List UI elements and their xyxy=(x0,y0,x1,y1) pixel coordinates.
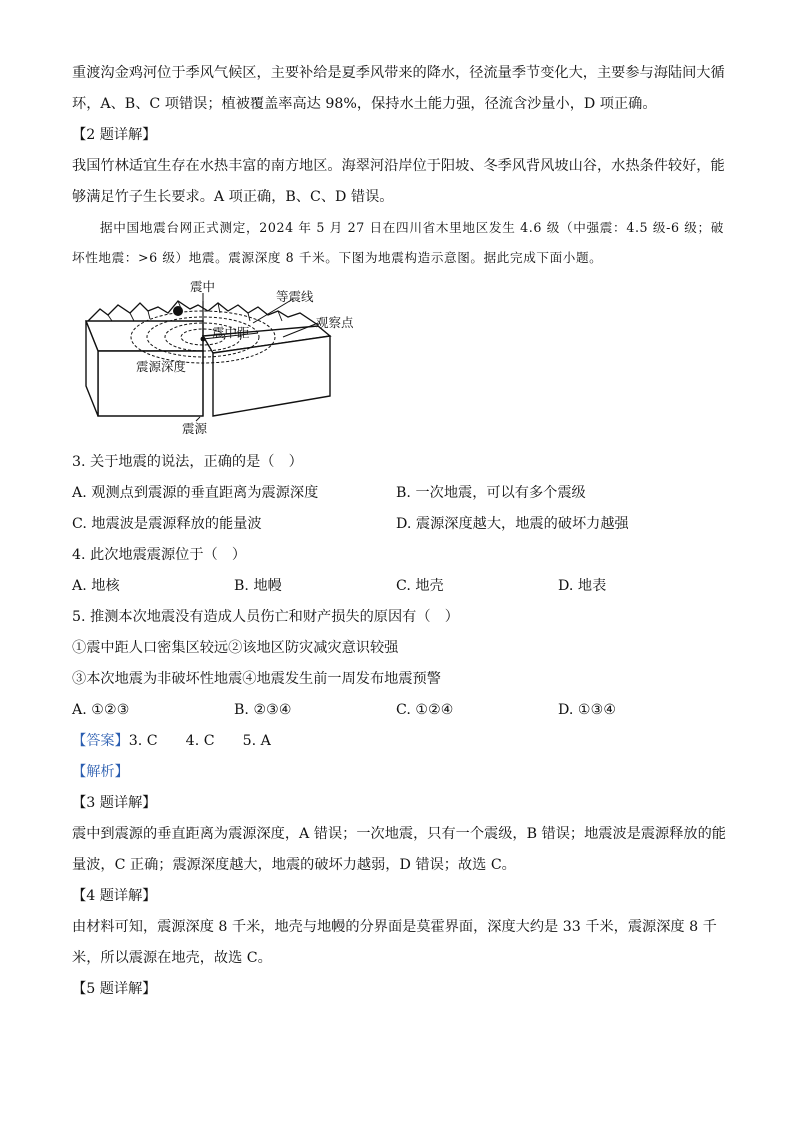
earthquake-diagram xyxy=(78,279,354,441)
document-page xyxy=(72,58,724,1005)
text-line: 我国竹林适宜生存在水热丰富的南方地区。海翠河沿岸位于阳坡、冬季风背风坡山谷，水热条件较好，能 xyxy=(72,158,725,174)
text-line: 震中到震源的垂直距离为震源深度，A 错误；一次地震，只有一个震级，B 错误；地震波是震源释放的能 xyxy=(72,826,726,842)
question-3-options-row xyxy=(72,478,724,509)
label-epicentral-distance: 震中距 xyxy=(212,325,250,340)
option-a: A. 观测点到震源的垂直距离为震源深度 xyxy=(72,485,319,501)
option-b: B. 地幔 xyxy=(234,578,282,594)
answer-line xyxy=(72,726,724,757)
question-4-options-row xyxy=(72,571,724,602)
option-a: A. 地核 xyxy=(72,578,120,594)
text-line: 够满足竹子生长要求。A 项正确，B、C、D 错误。 xyxy=(72,189,394,205)
earthquake-diagram-drawing xyxy=(78,281,340,441)
option-d: D. ①③④ xyxy=(558,702,617,718)
text-line: 重渡沟金鸡河位于季风气候区，主要补给是夏季风带来的降水，径流量季节变化大，主要参与海陆间大循 xyxy=(72,65,725,81)
text-line: 由材料可知，震源深度 8 千米，地壳与地幔的分界面是莫霍界面，深度大约是 33 千米，震源深度 8 千 xyxy=(72,919,717,935)
option-d: D. 地表 xyxy=(558,578,607,594)
label-focal-depth: 震源深度 xyxy=(136,359,187,374)
answer-4: 4. C xyxy=(185,733,215,749)
section-heading: 【2 题详解】 xyxy=(72,127,157,143)
question-3-stem: 3. 关于地震的说法，正确的是（ ） xyxy=(72,454,303,470)
question-5-stem: 5. 推测本次地震没有造成人员伤亡和财产损失的原因有（ ） xyxy=(72,609,459,625)
text-line: 环，A、B、C 项错误；植被覆盖率高达 98%，保持水土能力强，径流含沙量小，D 项正确。 xyxy=(72,96,657,112)
section-heading: 【4 题详解】 xyxy=(72,888,157,904)
option-b: B. 一次地震，可以有多个震级 xyxy=(396,485,586,501)
question-3-options-row xyxy=(72,509,724,540)
text-line: 米，所以震源在地壳，故选 C。 xyxy=(72,950,272,966)
label-focus: 震源 xyxy=(182,421,208,436)
option-d: D. 震源深度越大，地震的破坏力越强 xyxy=(396,516,629,532)
label-observation-point: 观察点 xyxy=(316,315,354,330)
section-heading: 【5 题详解】 xyxy=(72,981,157,997)
question-5-options-row xyxy=(72,695,724,726)
option-c: C. ①②④ xyxy=(396,702,454,718)
answer-label: 【答案】 xyxy=(72,733,129,749)
question-5-statements: ③本次地震为非破坏性地震④地震发生前一周发布地震预警 xyxy=(72,671,441,687)
label-epicenter: 震中 xyxy=(190,279,216,294)
question-4-stem: 4. 此次地震震源位于（ ） xyxy=(72,547,247,563)
question-5-statements: ①震中距人口密集区较远②该地区防灾减灾意识较强 xyxy=(72,640,399,656)
option-c: C. 地震波是震源释放的能量波 xyxy=(72,516,262,532)
answer-5: 5. A xyxy=(242,733,271,749)
analysis-label: 【解析】 xyxy=(72,764,129,780)
answer-3: 3. C xyxy=(128,733,158,749)
option-a: A. ①②③ xyxy=(72,702,130,718)
option-c: C. 地壳 xyxy=(396,578,444,594)
option-b: B. ②③④ xyxy=(234,702,292,718)
section-heading: 【3 题详解】 xyxy=(72,795,157,811)
text-line: 量波，C 正确；震源深度越大，地震的破坏力越弱，D 错误；故选 C。 xyxy=(72,857,516,873)
material-intro: 据中国地震台网正式测定，2024 年 5 月 27 日在四川省木里地区发生 4.6 级（中强震：4.5 级-6 级；破坏性地震：>6 级）地震。震源深度 8 千米。下图为地震构造示意图。据此完成下面小题。 xyxy=(72,220,724,265)
label-isoseismal: 等震线 xyxy=(276,289,314,304)
